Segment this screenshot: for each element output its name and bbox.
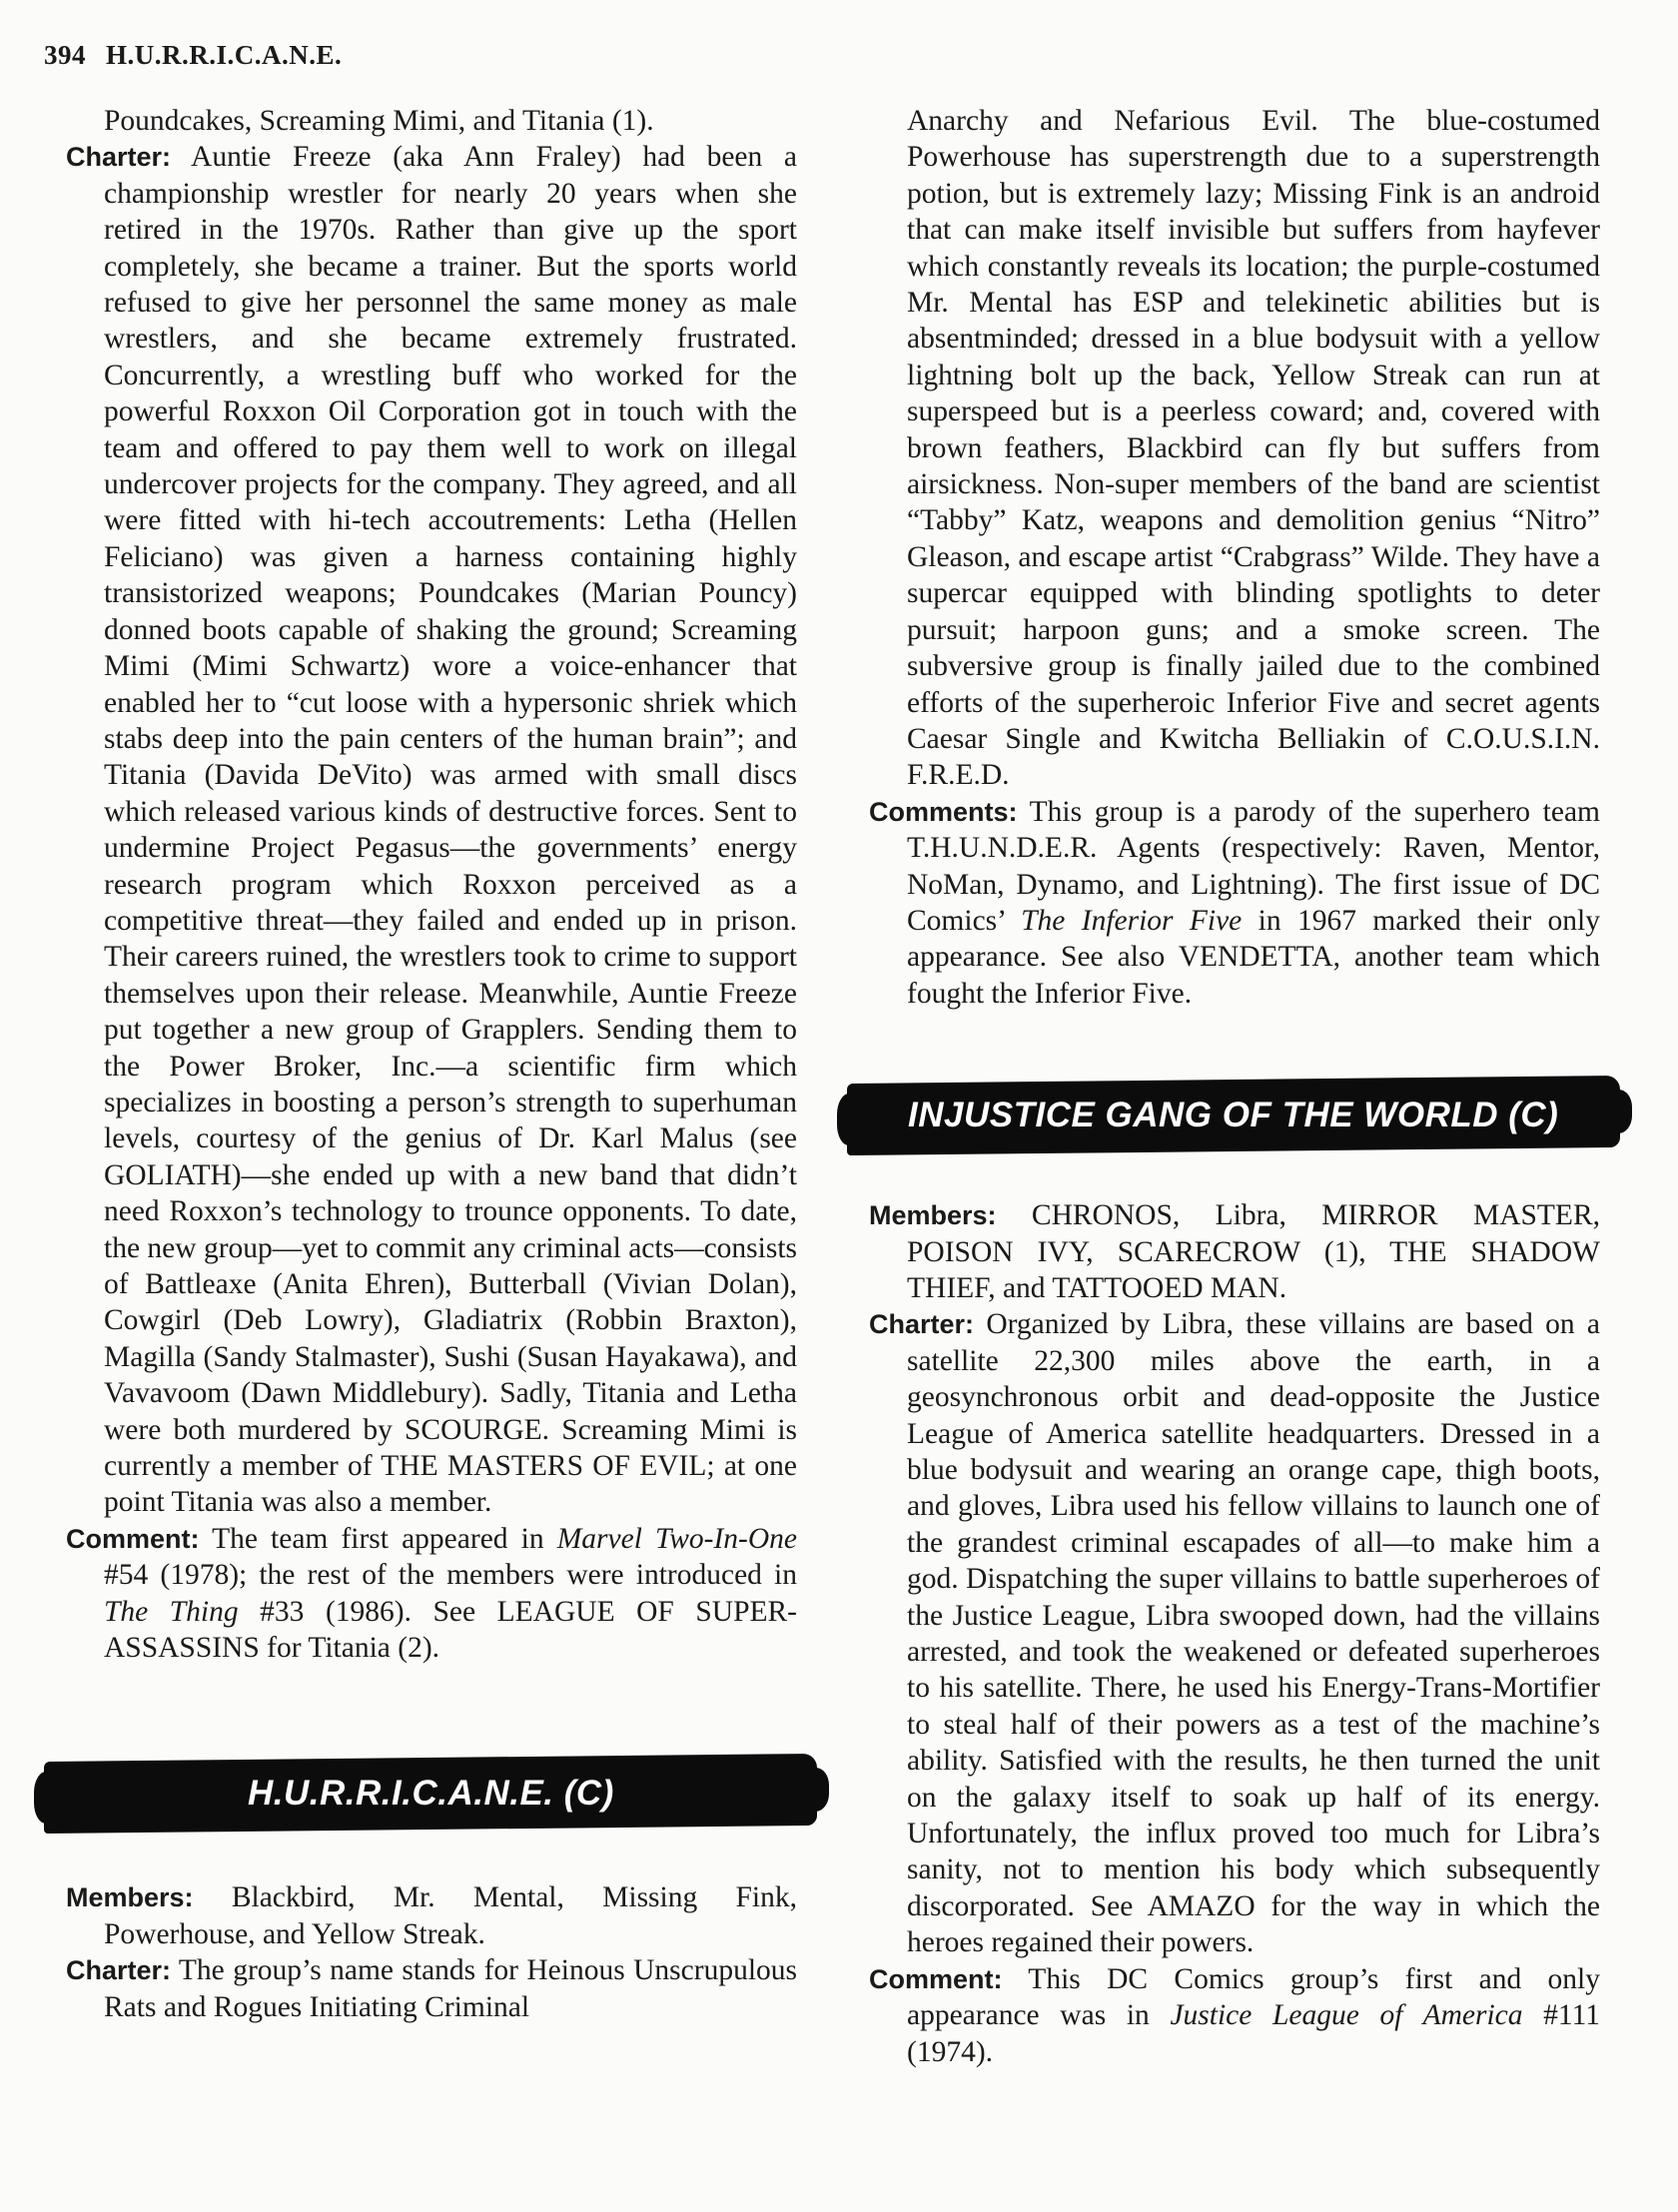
body-text: The team first appeared in: [199, 1522, 557, 1555]
entry-heading-banner: [847, 1076, 1620, 1155]
running-title: H.U.R.R.I.C.A.N.E.: [106, 40, 343, 70]
body-text: Blackbird, Mr. Mental, Missing Fink, Powerhouse, and Yellow Streak.: [104, 1881, 797, 1950]
entry-heading: H.U.R.R.I.C.A.N.E. (C): [247, 1774, 614, 1814]
right-column: [869, 103, 1600, 2070]
section-label: Charter:: [66, 142, 172, 173]
body-text: Auntie Freeze (aka Ann Fraley) had been a championship wrestler for nearly 20 years when she retired in the 1970s. Rather than give up the sport completely, she became a trainer. But the sports world refused to give her personnel the same money as male wrestlers, and she became extremely frustrated. Concurrently, a wrestling buff who worked for the powerful Roxxon Oil Corporation got in touch with the team and offered to pay them well to work on illegal undercover projects for the company. They agreed, and all were fitted with hi-tech accoutrements: Letha (Hellen Feliciano) was given a harness containing highly transistorized weapons; Poundcakes (Marian Pouncy) donned boots capable of shaking the ground; Screaming Mimi (Mimi Schwartz) wore a voice-enhancer that enabled her to “cut loose with a hypersonic shriek which stabs deep into the pain centers of the human brain”; and Titania (Davida DeVito) was armed with small discs which released various kinds of destructive forces. Sent to undermine Project Pegasus—the governments’ energy research program which Roxxon perceived as a competitive threat—they failed and ended up in prison. Their careers ruined, the wrestlers took to crime to support themselves upon their release. Meanwhile, Auntie Freeze put together a new group of Grapplers. Sending them to the Power Broker, Inc.—a scientific firm which specializes in boosting a person’s strength to superhuman levels, courtesy of the genius of Dr. Karl Malus (see GOLIATH)—she ended up with a new band that didn’t need Roxxon’s technology to trounce opponents. To date, the new group—yet to commit any criminal acts—consists of Battleaxe (Anita Ehren), Butterball (Vivian Dolan), Cowgirl (Deb Lowry), Gladiatrix (Robbin Braxton), Magilla (Sandy Stalmaster), Sushi (Susan Hayakawa), and Vavavoom (Dawn Middlebury). Sadly, Titania and Letha were both murdered by SCOURGE. Screaming Mimi is currently a member of THE MASTERS OF EVIL; at one point Titania was also a member.: [104, 141, 797, 1519]
body-text: This DC Comics group’s first and only appearance was in: [907, 1962, 1600, 2032]
entry-paragraph: [869, 1197, 1600, 1306]
italic-title: Justice League of America: [1170, 1999, 1523, 2032]
entry-paragraph: [66, 103, 797, 139]
body-text: #111 (1974).: [907, 1999, 1600, 2068]
left-column: [66, 103, 797, 2025]
section-label: Charter:: [869, 1309, 975, 1340]
running-header: [44, 40, 342, 71]
body-text: The group’s name stands for Heinous Unscrupulous Rats and Rogues Initiating Criminal: [104, 1954, 797, 2023]
entry-paragraph: [66, 1879, 797, 1952]
entry-paragraph: [66, 1952, 797, 2025]
entry-paragraph: [869, 1961, 1600, 2070]
section-label: Comments:: [869, 796, 1018, 827]
section-label: Comment:: [869, 1963, 1003, 1994]
body-text: Anarchy and Nefarious Evil. The blue-costumed Powerhouse has superstrength due to a superstrength potion, but is extremely lazy; Missing Fink is an android that can make itself invisible but suffers from hayfever which constantly reveals its location; the purple-costumed Mr. Mental has ESP and telekinetic abilities but is absentminded; dressed in a blue bodysuit with a yellow lightning bolt up the back, Yellow Streak can run at superspeed but is a peerless coward; and, covered with brown feathers, Blackbird can fly but suffers from airsickness. Non-super members of the band are scientist “Tabby” Katz, weapons and demolition genius “Nitro” Gleason, and escape artist “Crabgrass” Wilde. They have a supercar equipped with blinding spotlights to deter pursuit; harpoon guns; and a smoke screen. The subversive group is finally jailed due to the combined efforts of the superheroic Inferior Five and secret agents Caesar Single and Kwitcha Belliakin of C.O.U.S.I.N. F.R.E.D.: [907, 105, 1600, 792]
section-label: Comment:: [66, 1523, 200, 1554]
section-label: Charter:: [66, 1955, 172, 1986]
body-text: CHRONOS, Libra, MIRROR MASTER, POISON IVY, SCARECROW (1), THE SHADOW THIEF, and TATTOOED MAN.: [907, 1199, 1600, 1304]
entry-paragraph: [869, 103, 1600, 794]
body-text: in 1967 marked their only appearance. See also VENDETTA, another team which fought the Inferior Five.: [907, 904, 1600, 1010]
italic-title: The Thing: [104, 1595, 239, 1628]
body-text: Poundcakes, Screaming Mimi, and Titania (1).: [104, 105, 654, 137]
body-text: Organized by Libra, these villains are based on a satellite 22,300 miles above the earth, in a geosynchronous orbit and dead-opposite the Justice League of America satellite headquarters. Dressed in a blue bodysuit and wearing an orange cape, thigh boots, and gloves, Libra used his fellow villains to launch one of the grandest criminal escapades of all—to make him a god. Dispatching the super villains to battle superheroes of the Justice League, Libra swooped down, had the villains arrested, and took the weakened or defeated superheroes to his satellite. There, he used his Energy-Trans-Mortifier to steal half of their powers as a test of the machine’s ability. Satisfied with the results, he then turned the unit on the galaxy itself to soak up half of its energy. Unfortunately, the influx proved too much for Libra’s sanity, not to mention his body which subsequently discorporated. See AMAZO for the way in which the heroes regained their powers.: [907, 1308, 1600, 1959]
entry-paragraph: [869, 1306, 1600, 1960]
entry-heading: INJUSTICE GANG OF THE WORLD (C): [908, 1095, 1559, 1134]
body-text: #33 (1986). See LEAGUE OF SUPER-ASSASSINS for Titania (2).: [104, 1595, 797, 1665]
entry-paragraph: [869, 794, 1600, 1012]
entry-paragraph: [66, 1521, 797, 1667]
page-number: 394: [44, 40, 86, 70]
body-text: #54 (1978); the rest of the members were introduced in: [104, 1559, 797, 1592]
italic-title: The Inferior Five: [1021, 904, 1243, 937]
entry-heading-banner: [44, 1754, 817, 1834]
section-label: Members:: [66, 1882, 194, 1913]
italic-title: Marvel Two-In-One: [556, 1522, 798, 1555]
section-label: Members:: [869, 1200, 997, 1231]
entry-paragraph: [66, 139, 797, 1520]
body-text: This group is a parody of the superhero team T.H.U.N.D.E.R. Agents (respectively: Raven, Mentor, NoMan, Dynamo, and Lightning). The first issue of DC Comics’: [907, 795, 1600, 937]
